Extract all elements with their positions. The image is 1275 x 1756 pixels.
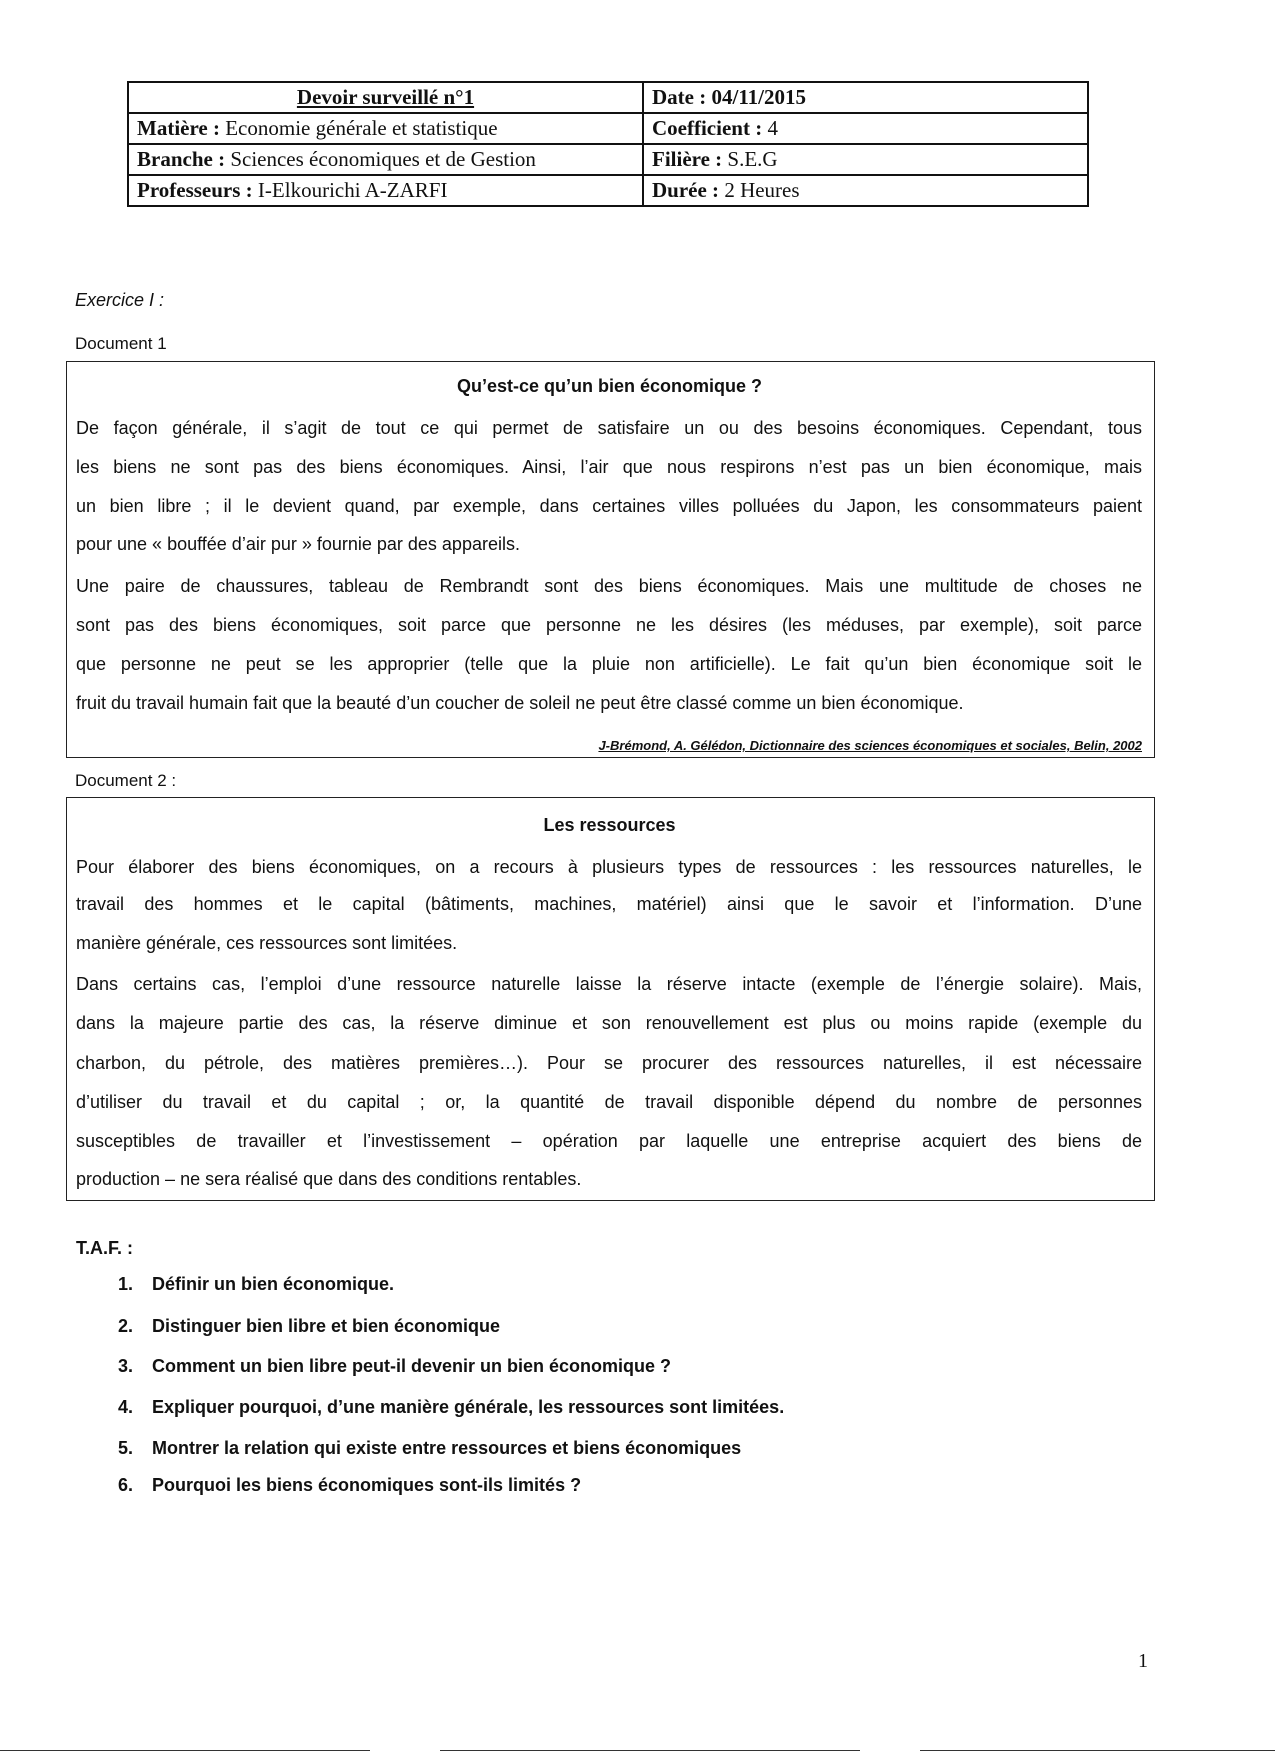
document-1-label: Document 1 bbox=[75, 334, 167, 353]
filiere-cell: Filière : S.E.G bbox=[643, 144, 1088, 175]
paragraph-line: travail des hommes et le capital (bâtiments, machines, matériel) ainsi que le savoir et l’information. D’une bbox=[76, 894, 1142, 914]
question-number: 6. bbox=[118, 1475, 134, 1495]
taf-heading: T.A.F. : bbox=[76, 1238, 133, 1258]
question-number: 3. bbox=[118, 1356, 134, 1376]
question-text: Pourquoi les biens économiques sont-ils limités ? bbox=[152, 1475, 582, 1495]
paragraph-line: les biens ne sont pas des biens économiques. Ainsi, l’air que nous respirons n’est pas un bien économique, mais bbox=[76, 457, 1142, 477]
paragraph-line: un bien libre ; il le devient quand, par exemple, dans certaines villes polluées du Japon, les consommateurs paient bbox=[76, 496, 1142, 516]
document-1-citation: J-Brémond, A. Gélédon, Dictionnaire des sciences économiques et sociales, Belin, 2002 bbox=[598, 738, 1142, 753]
paragraph-line: fruit du travail humain fait que la beauté d’un coucher de soleil ne peut être classé comme un bien économique. bbox=[76, 693, 964, 713]
paragraph-line: susceptibles de travailler et l’investissement – opération par laquelle une entreprise acquiert des biens de bbox=[76, 1131, 1142, 1151]
question-item bbox=[118, 1475, 1018, 1499]
duree-cell: Durée : 2 Heures bbox=[643, 175, 1088, 206]
document-1-title: Qu’est-ce qu’un bien économique ? bbox=[456, 376, 763, 396]
coefficient-cell: Coefficient : 4 bbox=[643, 113, 1088, 144]
paragraph-line: que personne ne peut se les approprier (telle que la pluie non artificielle). Le fait qu’un bien économique soit le bbox=[76, 654, 1142, 674]
paragraph-line: charbon, du pétrole, des matières premières…). Pour se procurer des ressources naturelles, il est nécessaire bbox=[76, 1053, 1142, 1073]
footer-rule bbox=[440, 1750, 860, 1751]
paragraph-line: dans la majeure partie des cas, la réserve diminue et son renouvellement est plus ou moins rapide (exemple du bbox=[76, 1013, 1142, 1033]
question-text: Expliquer pourquoi, d’une manière générale, les ressources sont limitées. bbox=[152, 1397, 785, 1417]
date-value: 04/11/2015 bbox=[711, 85, 806, 109]
paragraph-line: manière générale, ces ressources sont limitées. bbox=[76, 933, 458, 953]
exam-title: Devoir surveillé n°1 bbox=[296, 85, 475, 109]
paragraph-line: d’utiliser du travail et du capital ; or, la quantité de travail disponible dépend du nombre de personnes bbox=[76, 1092, 1142, 1112]
question-text: Montrer la relation qui existe entre ressources et biens économiques bbox=[152, 1438, 742, 1458]
paragraph-line: Dans certains cas, l’emploi d’une ressource naturelle laisse la réserve intacte (exemple de l’énergie solaire). Mais, bbox=[76, 974, 1142, 994]
question-text: Comment un bien libre peut-il devenir un bien économique ? bbox=[152, 1356, 672, 1376]
question-item bbox=[118, 1397, 1018, 1421]
question-text: Définir un bien économique. bbox=[152, 1274, 395, 1294]
paragraph-line: sont pas des biens économiques, soit parce que personne ne les désires (les méduses, par exemple), soit parce bbox=[76, 615, 1142, 635]
paragraph-line: production – ne sera réalisé que dans des conditions rentables. bbox=[76, 1169, 582, 1189]
footer-rule bbox=[0, 1750, 370, 1751]
question-item bbox=[118, 1274, 1018, 1298]
question-number: 4. bbox=[118, 1397, 134, 1417]
page-number: 1 bbox=[1138, 1650, 1148, 1672]
footer-rule bbox=[920, 1750, 1275, 1751]
paragraph-line: pour une « bouffée d’air pur » fournie par des appareils. bbox=[76, 534, 520, 554]
paragraph-line: De façon générale, il s’agit de tout ce qui permet de satisfaire un ou des besoins économiques. Cependant, tous bbox=[76, 418, 1142, 438]
question-item bbox=[118, 1316, 1018, 1340]
document-2-title: Les ressources bbox=[543, 815, 676, 835]
date-cell: Date : 04/11/2015 bbox=[643, 82, 1088, 113]
professeurs-cell: Professeurs : I-Elkourichi A-ZARFI bbox=[128, 175, 643, 206]
question-item bbox=[118, 1438, 1018, 1462]
document-2-label: Document 2 : bbox=[75, 771, 177, 790]
header-table bbox=[127, 81, 1089, 207]
paragraph-line: Pour élaborer des biens économiques, on a recours à plusieurs types de ressources : les ressources naturelles, le bbox=[76, 857, 1142, 877]
paragraph-line: Une paire de chaussures, tableau de Rembrandt sont des biens économiques. Mais une multitude de choses ne bbox=[76, 576, 1142, 596]
question-text: Distinguer bien libre et bien économique bbox=[152, 1316, 501, 1336]
question-number: 2. bbox=[118, 1316, 134, 1336]
exam-title-cell bbox=[128, 82, 643, 113]
exercise-heading: Exercice I : bbox=[75, 290, 165, 310]
question-number: 1. bbox=[118, 1274, 134, 1294]
question-item bbox=[118, 1356, 1018, 1380]
question-number: 5. bbox=[118, 1438, 134, 1458]
matiere-cell: Matière : Economie générale et statistique bbox=[128, 113, 643, 144]
branche-cell: Branche : Sciences économiques et de Gestion bbox=[128, 144, 643, 175]
